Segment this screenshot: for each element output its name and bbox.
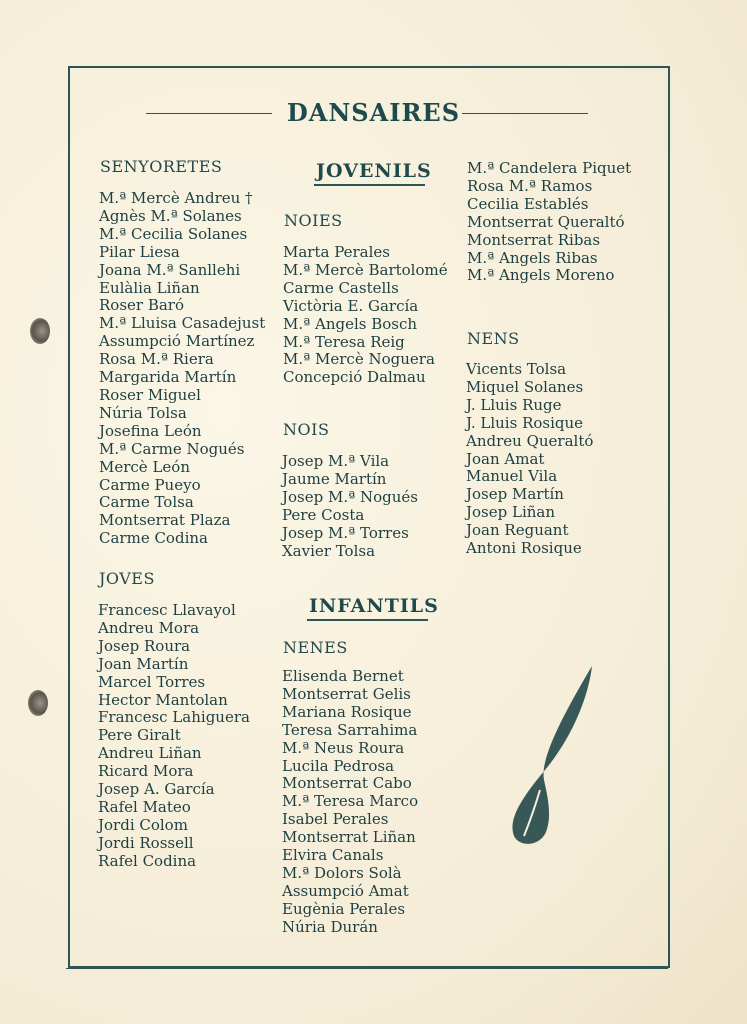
dancer-name: Cecilia Establés — [467, 194, 589, 213]
dancer-name: Pilar Liesa — [99, 242, 180, 261]
dancer-name: Margarida Martín — [99, 368, 237, 387]
dancer-name: M.ª Angels Moreno — [467, 266, 615, 285]
dancer-name: Josep Liñan — [466, 503, 556, 522]
dancer-name: M.ª Mercè Andreu † — [99, 189, 253, 207]
dancer-name: M.ª Mercè Noguera — [283, 350, 435, 369]
infantils-underline — [307, 619, 428, 621]
list-noies — [283, 244, 448, 387]
heading-noies: NOIES — [284, 211, 343, 230]
heading-senyoretes: SENYORETES — [100, 157, 223, 176]
dancer-name: Isabel Perales — [282, 810, 389, 829]
dancer-name: Mercè León — [99, 457, 190, 476]
dancer-name: Assumpció Amat — [282, 881, 409, 900]
dancer-name: J. Lluis Rosique — [466, 413, 584, 432]
dancer-name: Pere Giralt — [98, 726, 181, 745]
dancer-name: Rafel Mateo — [98, 797, 191, 816]
dancer-name: M.ª Cecilia Solanes — [99, 224, 248, 243]
dancer-name: Montserrat Gelis — [282, 684, 411, 703]
dancer-name: Montserrat Ribas — [467, 230, 601, 249]
list-joves — [98, 602, 250, 871]
list-noies-continued — [467, 160, 631, 285]
dancer-name: Elvira Canals — [282, 846, 384, 865]
heading-jovenils: JOVENILS — [316, 160, 432, 182]
dancer-name: Manuel Vila — [466, 467, 558, 486]
dancer-name: Jordi Rossell — [98, 833, 194, 852]
dancer-name: M.ª Angels Ribas — [467, 248, 598, 267]
dancer-name: Rafel Codina — [98, 851, 197, 870]
list-senyoretes — [99, 190, 265, 548]
binder-hole-bottom — [28, 690, 48, 716]
dancer-name: Mariana Rosique — [282, 702, 412, 721]
dancer-name: Jordi Colom — [98, 815, 188, 834]
dancer-name: J. Lluis Ruge — [466, 395, 562, 414]
dancer-name: Núria Durán — [282, 917, 378, 936]
dancer-name: Antoni Rosique — [466, 539, 582, 558]
dancer-name: Joan Reguant — [466, 521, 569, 540]
dancer-name: Roser Baró — [99, 296, 185, 315]
dancer-name: Carme Codina — [99, 529, 208, 548]
dancer-name: Josep M.ª Vila — [282, 452, 390, 470]
dancer-name: Josep Roura — [98, 636, 191, 655]
border-bottom-rule — [66, 968, 668, 969]
dancer-name: Josep Martín — [466, 485, 564, 504]
dancer-name: Rosa M.ª Ramos — [467, 176, 593, 195]
dancer-name: Agnès M.ª Solanes — [99, 206, 242, 225]
dancer-name: Xavier Tolsa — [282, 541, 376, 560]
dancer-name: Núria Tolsa — [99, 403, 187, 422]
dancer-name: Eulàlia Liñan — [99, 278, 200, 297]
dancer-name: Josep M.ª Torres — [282, 523, 409, 542]
flourish-ornament — [500, 660, 600, 850]
dancer-name: Francesc Lahiguera — [98, 708, 250, 727]
heading-nens: NENS — [467, 329, 520, 348]
list-nens — [466, 361, 593, 558]
dancer-name: Ricard Mora — [98, 762, 194, 781]
dancer-name: M.ª Teresa Marco — [282, 792, 419, 811]
dancer-name: Concepció Dalmau — [283, 368, 426, 387]
dancer-name: Carme Pueyo — [99, 475, 201, 494]
dancer-name: M.ª Teresa Reig — [283, 332, 405, 351]
dancer-name: Rosa M.ª Riera — [99, 350, 214, 369]
dancer-name: Miquel Solanes — [466, 377, 584, 396]
dancer-name: Montserrat Queraltó — [467, 212, 625, 231]
binder-hole-top — [30, 318, 50, 344]
page-title: DANSAIRES — [286, 98, 461, 127]
dancer-name: Jaume Martín — [282, 469, 387, 488]
dancer-name: Montserrat Liñan — [282, 828, 416, 847]
list-nois — [282, 453, 418, 560]
dancer-name: Josep A. García — [98, 780, 215, 799]
dancer-name: Josefina León — [99, 421, 202, 440]
dancer-name: Francesc Llavayol — [98, 601, 236, 619]
heading-nenes: NENES — [283, 638, 348, 657]
dancer-name: M.ª Carme Nogués — [99, 439, 245, 458]
dancer-name: Montserrat Cabo — [282, 774, 412, 793]
heading-joves: JOVES — [99, 569, 155, 588]
dancer-name: Marta Perales — [283, 243, 390, 261]
dancer-name: Andreu Mora — [98, 618, 200, 637]
dancer-name: Victòria E. García — [283, 296, 419, 315]
dancer-name: Vicents Tolsa — [466, 360, 567, 378]
dancer-name: M.ª Angels Bosch — [283, 314, 418, 333]
heading-infantils: INFANTILS — [309, 595, 439, 617]
heading-nois: NOIS — [283, 420, 330, 439]
dancer-name: M.ª Mercè Bartolomé — [283, 260, 448, 279]
dancer-name: Joan Martín — [98, 654, 189, 673]
dancer-name: M.ª Neus Roura — [282, 738, 405, 757]
title-rule-right — [462, 113, 588, 114]
dancer-name: M.ª Dolors Solà — [282, 863, 402, 882]
jovenils-underline — [314, 184, 425, 186]
dancer-name: Montserrat Plaza — [99, 511, 231, 530]
dancer-name: Elisenda Bernet — [282, 667, 404, 685]
dancer-name: Teresa Sarrahima — [282, 720, 418, 739]
dancer-name: Lucila Pedrosa — [282, 756, 395, 775]
list-nenes — [282, 668, 418, 937]
dancer-name: Marcel Torres — [98, 672, 206, 691]
dancer-name: Assumpció Martínez — [99, 332, 255, 351]
dancer-name: Roser Miguel — [99, 385, 201, 404]
dancer-name: Carme Castells — [283, 278, 399, 297]
dancer-name: M.ª Candelera Piquet — [467, 159, 632, 177]
dancer-name: Joan Amat — [466, 449, 545, 468]
dancer-name: Hector Mantolan — [98, 690, 228, 709]
dancer-name: Carme Tolsa — [99, 493, 194, 512]
dancer-name: Andreu Queraltó — [466, 431, 594, 450]
dancer-name: Pere Costa — [282, 505, 365, 524]
dancer-name: Joana M.ª Sanllehi — [99, 260, 241, 279]
dancer-name: Eugènia Perales — [282, 899, 406, 918]
dancer-name: Andreu Liñan — [98, 744, 202, 763]
dancer-name: Josep M.ª Nogués — [282, 487, 419, 506]
dancer-name: M.ª Lluisa Casadejust — [99, 314, 266, 333]
